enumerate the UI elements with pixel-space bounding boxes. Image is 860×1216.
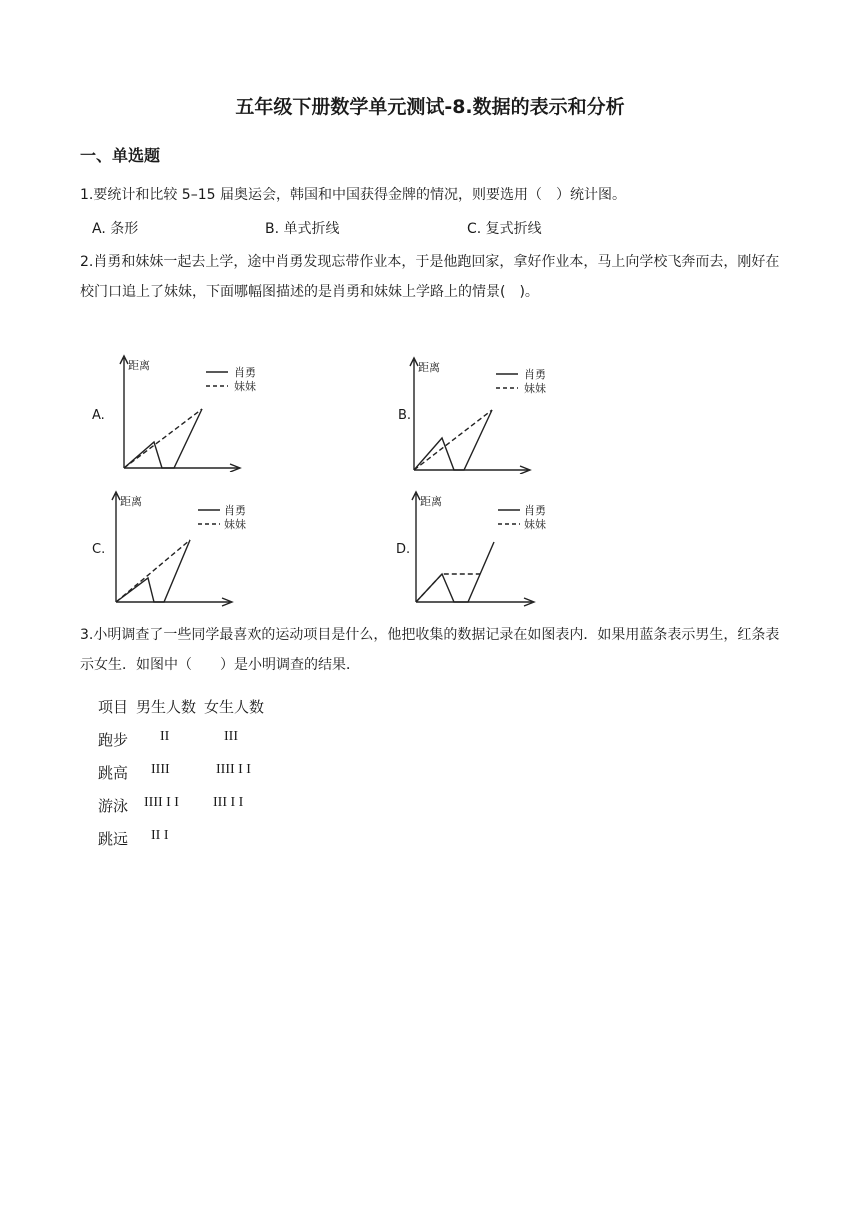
header-item: 项目 (98, 698, 129, 716)
girls-tally: III (224, 729, 238, 744)
graph-b-legend-dashed: 妹妹 (524, 382, 546, 395)
row-label: 跳高 (98, 764, 129, 782)
graph-c-legend-solid: 肖勇 (224, 504, 246, 517)
graph-d-legend-solid: 肖勇 (524, 504, 546, 517)
row-label: 跑步 (98, 731, 129, 749)
row-label: 游泳 (98, 797, 129, 815)
q2-option-c[interactable]: C. (92, 542, 106, 557)
graph-a-legend-solid: 肖勇 (234, 366, 256, 379)
boys-tally: II (160, 729, 170, 744)
row-label: 跳远 (98, 830, 129, 848)
graph-c-ylabel: 距离 (120, 495, 142, 508)
graph-d-legend-dashed: 妹妹 (524, 518, 546, 531)
boys-tally: II I (151, 828, 169, 843)
q2-option-a[interactable]: A. (92, 408, 105, 423)
section-heading: 一、单选题 (80, 146, 161, 165)
page-title: 五年级下册数学单元测试-8.数据的表示和分析 (235, 96, 625, 118)
graph-a-legend-dashed: 妹妹 (234, 380, 256, 393)
graph-b-ylabel: 距离 (418, 361, 440, 374)
question-3-text: 3.小明调查了一些同学最喜欢的运动项目是什么，他把收集的数据记录在如图表内．如果用蓝条表示男生，红条表示女生．如图中（ ）是小明调查的结果． (80, 627, 780, 673)
graph-c (102, 488, 277, 608)
graph-a-ylabel: 距离 (128, 359, 150, 372)
q1-option-c[interactable]: C. 复式折线 (467, 221, 542, 237)
boys-tally: IIII I I (144, 795, 179, 810)
girls-tally: III I I (213, 795, 244, 810)
graph-c-legend-dashed: 妹妹 (224, 518, 246, 531)
header-boys: 男生人数 (136, 698, 197, 716)
girls-tally: IIII I I (216, 762, 251, 777)
header-girls: 女生人数 (204, 698, 265, 716)
graph-b-legend-solid: 肖勇 (524, 368, 546, 381)
graph-d (404, 488, 579, 608)
question-2-text: 2.肖勇和妹妹一起去上学，途中肖勇发现忘带作业本，于是他跑回家，拿好作业本，马上向学校飞奔而去，刚好在校门口追上了妹妹，下面哪幅图描述的是肖勇和妹妹上学路上的情景( )。 (80, 254, 780, 300)
q2-option-b[interactable]: B. (398, 408, 412, 423)
q1-option-b[interactable]: B. 单式折线 (265, 221, 340, 237)
q1-option-a[interactable]: A. 条形 (92, 221, 139, 237)
graph-a (110, 352, 285, 472)
graph-d-ylabel: 距离 (420, 495, 442, 508)
q2-option-d[interactable]: D. (396, 542, 411, 557)
graph-b (400, 354, 575, 474)
question-1-text: 1.要统计和比较 5–15 届奥运会，韩国和中国获得金牌的情况，则要选用（ ）统计图。 (80, 187, 626, 203)
boys-tally: IIII (151, 762, 170, 777)
